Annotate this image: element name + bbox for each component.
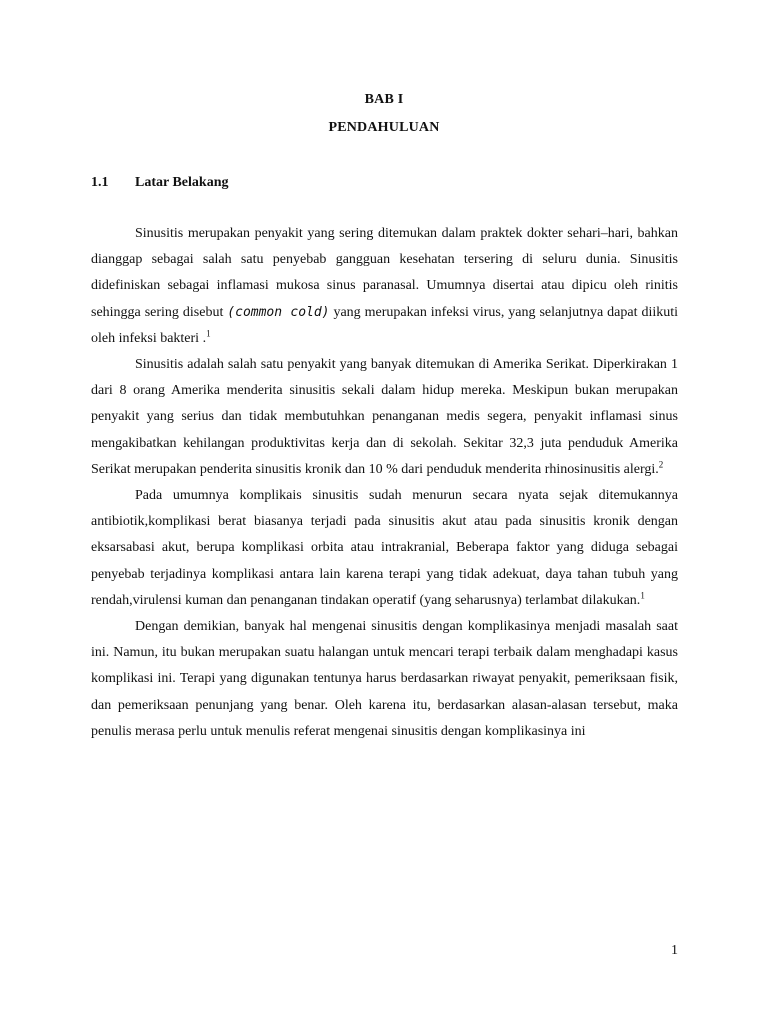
paragraph-2 (91, 352, 678, 483)
chapter-title: PENDAHULUAN (328, 120, 440, 135)
body-text (91, 221, 678, 745)
footnote-marker: 2 (658, 459, 664, 470)
paragraph-2-text: Sinusitis adalah salah satu penyakit yang banyak ditemukan di Amerika Serikat. Diperkirakan 1 dari 8 orang Amerika menderita sinusitis sekali dalam hidup mereka. Meskipun bukan merupakan penyakit yang serius dan tidak membutuhkan penanganan medis segera, penyakit inflamasi sinus mengakibatkan kehilangan produktivitas kerja dan di sekolah. Sekitar 32,3 juta penduduk Amerika Serikat merupakan penderita sinusitis kronik dan 10 % dari penduduk menderita rhinosinusitis alergi. (91, 357, 678, 477)
chapter-label: BAB I (364, 92, 404, 107)
paragraph-3 (91, 483, 678, 614)
section-title: Latar Belakang (135, 175, 229, 190)
section-number: 1.1 (91, 175, 109, 190)
footnote-marker: 1 (640, 590, 645, 601)
section-heading (91, 175, 228, 191)
paragraph-1-text: Sinusitis merupakan penyakit yang sering ditemukan dalam praktek dokter sehari–hari, bahkan dianggap sebagai salah satu penyebab gangguan kesehatan tersering di seluru dunia. Sinusitis didefiniskan sebagai inflamasi mukosa sinus paranasal. Umumnya disertai atau dipicu oleh rinitis sehingga sering disebut (91, 226, 678, 320)
paragraph-1 (91, 221, 678, 352)
paragraph-3-text: Pada umumnya komplikais sinusitis sudah menurun secara nyata sejak ditemukannya antibiotik,komplikasi berat biasanya terjadi pada sinusitis akut atau pada sinusitis kronik dengan eksarsabasi akut, berupa komplikasi orbita atau intrakranial, Beberapa faktor yang diduga sebagai penyebab terjadinya komplikasi antara lain karena terapi yang tidak adekuat, daya tahan tubuh yang rendah,virulensi kuman dan penanganan tindakan operatif (yang seharusnya) terlambat dilakukan. (91, 488, 678, 608)
paragraph-1-text-end: yang merupakan infeksi virus, yang selanjutnya dapat diikuti oleh infeksi bakteri . (91, 304, 679, 346)
paragraph-4 (91, 614, 678, 745)
page-number: 1 (671, 943, 678, 958)
footnote-marker: 1 (206, 328, 211, 339)
paragraph-1-italic: (common cold) (227, 304, 330, 320)
paragraph-4-text: Dengan demikian, banyak hal mengenai sinusitis dengan komplikasinya menjadi masalah saat ini. Namun, itu bukan merupakan suatu halangan untuk mencari terapi terbaik dalam menghadapi kasus komplikasi ini. Terapi yang digunakan tentunya harus berdasarkan riwayat penyakit, pemeriksaan fisik, dan pemeriksaan penunjang yang benar. Oleh karena itu, berdasarkan alasan-alasan tersebut, maka penulis merasa perlu untuk menulis referat mengenai sinusitis dengan komplikasinya ini (91, 619, 678, 739)
